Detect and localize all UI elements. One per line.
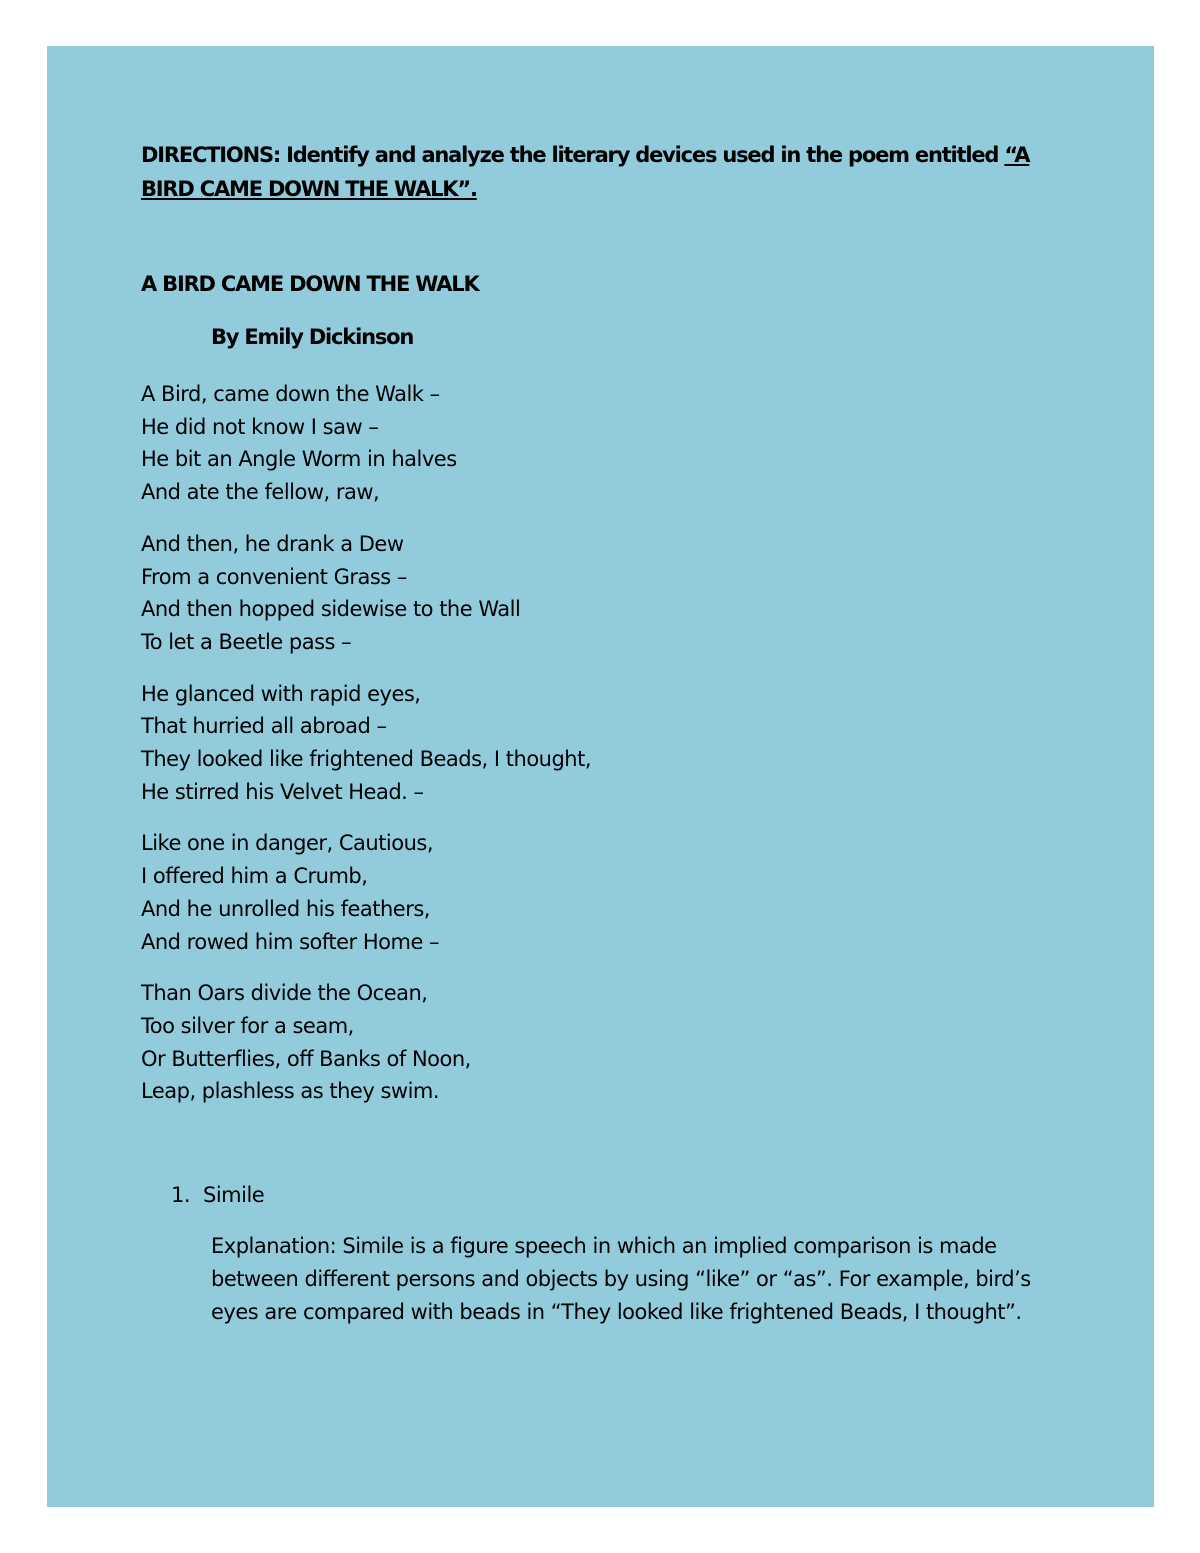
poem-line: He did not know I saw – — [141, 414, 379, 439]
poem-line: And he unrolled his feathers, — [141, 896, 430, 921]
poem-line: I offered him a Crumb, — [141, 864, 368, 889]
poem-line: That hurried all abroad – — [141, 714, 387, 739]
poem-line: A Bird, came down the Walk – — [141, 382, 440, 406]
poem-line: To let a Beetle pass – — [141, 629, 352, 654]
poem-line: And ate the fellow, raw, — [141, 480, 380, 505]
poem-line: Too silver for a seam, — [141, 1013, 354, 1038]
poem-line: They looked like frightened Beads, I thought, — [141, 747, 592, 772]
poem-line: Like one in danger, Cautious, — [141, 831, 434, 856]
poem-body — [141, 378, 1041, 1127]
poem-line: And rowed him softer Home – — [141, 929, 440, 954]
directions-text: DIRECTIONS: Identify and analyze the literary devices used in the poem entitled — [141, 143, 1005, 167]
poem-line: Leap, plashless as they swim. — [141, 1079, 440, 1104]
poem-line: He bit an Angle Worm in halves — [141, 447, 457, 472]
poem-line: From a convenient Grass – — [141, 564, 407, 589]
stanza — [141, 378, 1041, 509]
device-name: Simile — [203, 1183, 265, 1207]
poem-line: Or Butterflies, off Banks of Noon, — [141, 1046, 471, 1071]
stanza — [141, 678, 1041, 809]
stanza — [141, 977, 1041, 1108]
device-explanation: Explanation: Simile is a figure speech in which an implied comparison is made between different persons and objects by using “like” or “as”. For example, bird’s eyes are compared with beads in “They looked like frightened Beads, I thought”. — [211, 1234, 1031, 1324]
device-number: 1. — [171, 1183, 191, 1207]
literary-devices-list — [141, 1179, 1061, 1329]
device-heading — [171, 1179, 1061, 1211]
poem-line: And then, he drank a Dew — [141, 531, 404, 556]
poem-line: Than Oars divide the Ocean, — [141, 981, 428, 1006]
poem-line: And then hopped sidewise to the Wall — [141, 597, 521, 622]
directions-poem-title: “A BIRD CAME DOWN THE WALK”. — [141, 143, 1030, 201]
document-content — [141, 138, 1061, 1324]
stanza — [141, 827, 1041, 958]
poem-line: He stirred his Velvet Head. – — [141, 779, 424, 804]
poem-line: He glanced with rapid eyes, — [141, 681, 421, 706]
poem-title: A BIRD CAME DOWN THE WALK — [141, 272, 479, 296]
list-item — [141, 1179, 1061, 1329]
poem-author: By Emily Dickinson — [211, 325, 414, 349]
document-page — [47, 46, 1154, 1507]
stanza — [141, 528, 1041, 659]
directions — [141, 138, 1061, 206]
